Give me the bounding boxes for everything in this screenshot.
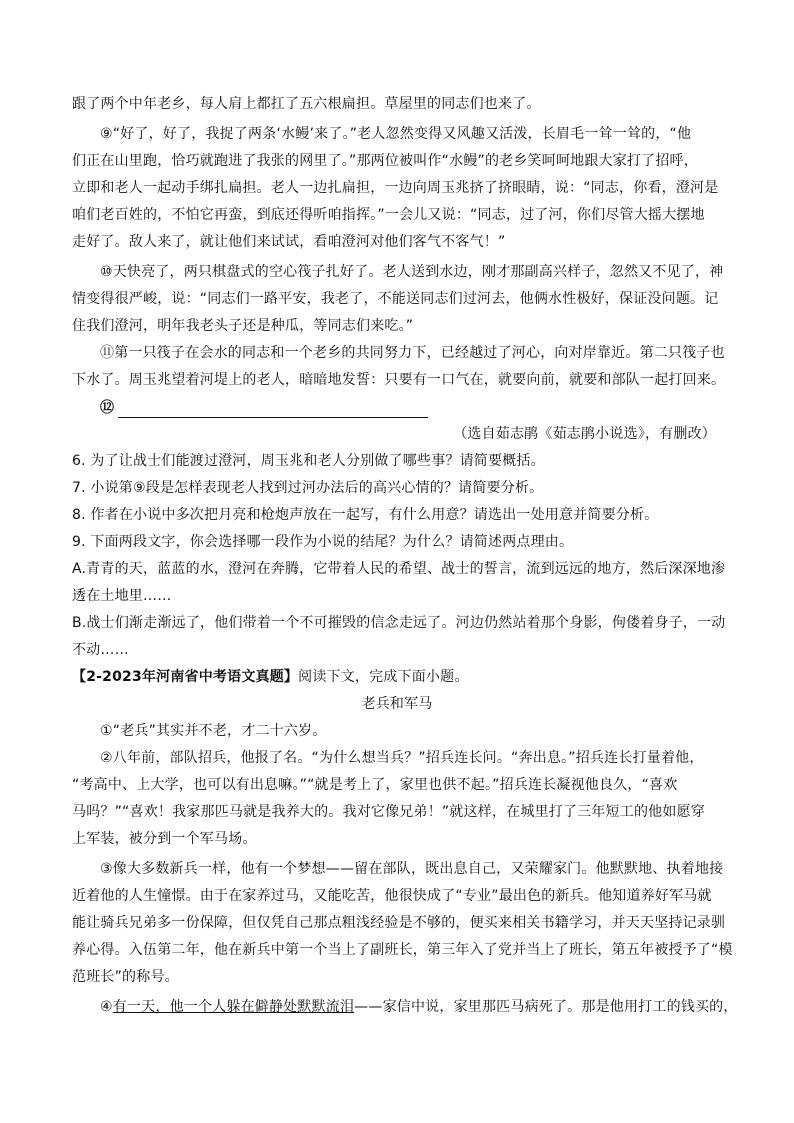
underlined-phrase: 有一天，他一个人躲在僻静处默默流泪 bbox=[112, 999, 355, 1015]
source-citation: （选自茹志鹃《茹志鹃小说选》，有删改） bbox=[453, 426, 716, 442]
paragraph-line: 马吗？”“喜欢！我家那匹马就是我养大的。我对它像兄弟！”就这样，在城里打了三年短工的他如愿穿 bbox=[72, 804, 705, 820]
question-6: 6. 为了让战士们能渡过澄河，周玉兆和老人分别做了哪些事？请简要概括。 bbox=[72, 453, 545, 469]
paragraph-line: 走好了。敌人来了，就让他们来试试，看咱澄河对他们客气不客气！” bbox=[72, 234, 506, 250]
paragraph-3-line: ③像大多数新兵一样，他有一个梦想——留在部队，既出息自己，又荣耀家门。他默默地、执着地接 bbox=[100, 861, 724, 877]
paragraph-number: ⑫ bbox=[100, 400, 115, 416]
paragraph-line: 住我们澄河，明年我老头子还是种瓜，等同志们来吃。” bbox=[72, 318, 414, 334]
paragraph-line: 能让骑兵兄弟多一份保障，但仅凭自己那点粗浅经验是不够的，便买来相关书籍学习，并天天坚持记录驯 bbox=[72, 915, 726, 931]
paragraph-line: “考高中、上大学，也可以有出息嘛。”“就是考上了，家里也供不起。”招兵连长凝视他良久，“喜欢 bbox=[72, 777, 678, 793]
paragraph-line: 近着他的人生憧憬。由于在家养过马，又能吃苦，他很快成了“专业”最出色的新兵。他知道养好军马就 bbox=[72, 888, 712, 904]
paragraph-line: 咱们老百姓的，不怕它再蛮，到底还得听咱指挥。”一会儿又说：“同志，过了河，你们尽管大摇大摆地 bbox=[72, 207, 705, 223]
paragraph-10-line: ⑩天快亮了，两只棋盘式的空心筏子扎好了。老人送到水边，刚才那副高兴样子，忽然又不见了，神 bbox=[100, 264, 724, 280]
paragraph-4-line bbox=[100, 997, 738, 1017]
paragraph-text: ——家信中说，家里那匹马病死了。那是他用打工的钱买的， bbox=[354, 999, 738, 1015]
instruction-text: 阅读下文，完成下面小题。 bbox=[298, 669, 469, 685]
paragraph-line: 跟了两个中年老乡，每人肩上都扛了五六根扁担。草屋里的同志们也来了。 bbox=[72, 96, 541, 112]
exam-source-label: 【2-2023年河南省中考语文真题】 bbox=[72, 669, 299, 685]
paragraph-1-line: ①“老兵”其实并不老，才二十六岁。 bbox=[100, 723, 327, 739]
paragraph-9-line: ⑨“好了，好了，我捉了两条‘水鳗’来了。”老人忽然变得又风趣又活泼，长眉毛一耸一耸的，“他 bbox=[100, 126, 692, 142]
question-7: 7. 小说第⑨段是怎样表现老人找到过河办法后的高兴心情的？请简要分析。 bbox=[72, 480, 544, 496]
paragraph-line: 情变得很严峻，说：“同志们一路平安，我老了，不能送同志们过河去，他俩水性极好，保证没问题。记 bbox=[72, 291, 719, 307]
paragraph-11-line: ⑪第一只筏子在会水的同志和一个老乡的共同努力下，已经越过了河心，向对岸靠近。第二只筏子也 bbox=[100, 345, 725, 361]
option-a-line: A.青青的天，蓝蓝的水，澄河在奔腾，它带着人民的希望、战士的誓言，流到远远的地方，然后深深地渗 bbox=[72, 561, 726, 577]
question-8: 8. 作者在小说中多次把月亮和枪炮声放在一起写，有什么用意？请选出一处用意并简要分析。 bbox=[72, 507, 659, 523]
paragraph-12-blank bbox=[100, 398, 724, 418]
section-heading bbox=[72, 667, 724, 687]
option-b-line: 不动…… bbox=[72, 642, 129, 658]
paragraph-number: ④ bbox=[100, 999, 113, 1015]
paragraph-line: 上军装，被分到一个军马场。 bbox=[72, 831, 257, 847]
story-title: 老兵和军马 bbox=[361, 696, 433, 712]
paragraph-line: 范班长”的称号。 bbox=[72, 969, 179, 985]
paragraph-line: 下水了。周玉兆望着河堤上的老人，暗暗地发誓：只要有一口气在，就要向前，就要和部队一起打回来。 bbox=[72, 372, 726, 388]
option-b-line: B.战士们渐走渐远了，他们带着一个不可摧毁的信念走远了。河边仍然站着那个身影，佝偻着身子，一动 bbox=[72, 615, 726, 631]
option-a-line: 透在土地里…… bbox=[72, 588, 172, 604]
paragraph-2-line: ②八年前，部队招兵，他报了名。“为什么想当兵？”招兵连长问。“奔出息。”招兵连长打量着他， bbox=[100, 750, 704, 766]
answer-blank-line bbox=[118, 403, 428, 418]
paragraph-line: 立即和老人一起动手绑扎扁担。老人一边扎扁担，一边向周玉兆挤了挤眼睛，说：“同志，你看，澄河是 bbox=[72, 180, 719, 196]
question-9: 9. 下面两段文字，你会选择哪一段作为小说的结尾？为什么？请简述两点理由。 bbox=[72, 534, 574, 550]
paragraph-line: 养心得。入伍第二年，他在新兵中第一个当上了副班长，第三年入了党并当上了班长，第五年被授予了“模 bbox=[72, 942, 733, 958]
paragraph-line: 们正在山里跑，恰巧就跑进了我张的网里了。”那两位被叫作“水鳗”的老乡笑呵呵地跟大家打了招呼， bbox=[72, 153, 698, 169]
